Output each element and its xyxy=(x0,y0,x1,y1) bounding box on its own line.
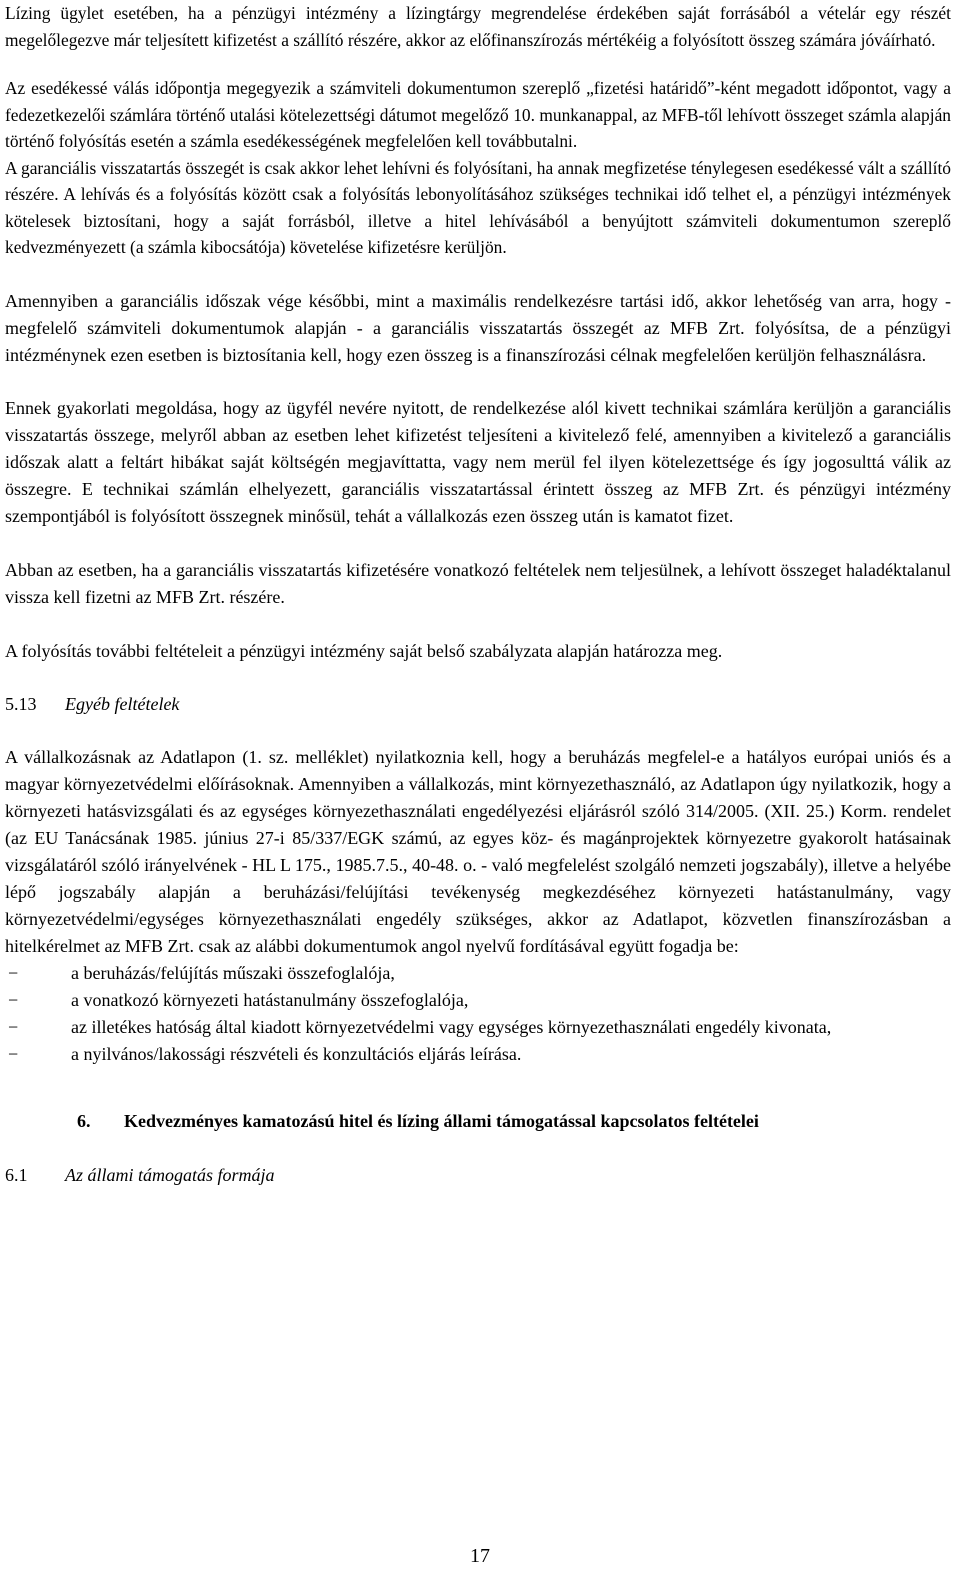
page-number: 17 xyxy=(470,1545,490,1567)
section-heading-6 xyxy=(5,1108,951,1135)
dash-bullet: − xyxy=(8,989,19,1010)
paragraph-due-date: Az esedékessé válás időpontja megegyezik a számviteli dokumentumon szereplő „fizetési határidő”-ként megadott időpontot, vagy a fedezetkezelői számlára történő utalási kötelezettségi dátumot megelőző 10. munkanappal, az MFB-től lehívott összeget számla alapján történő folyósítás esetén a számla esedékességének megfelelően kell továbbutalni. xyxy=(5,78,951,151)
subsection-title: Az állami támogatás formája xyxy=(65,1164,275,1185)
list-item: − a beruházás/felújítás műszaki összefoglalója, xyxy=(5,960,951,987)
list-item: − a nyilvános/lakossági részvételi és konzultációs eljárás leírása. xyxy=(5,1041,951,1068)
subsection-number: 6.1 xyxy=(5,1164,28,1185)
paragraph-further-conditions: A folyósítás további feltételeit a pénzügyi intézmény saját belső szabályzata alapján határozza meg. xyxy=(5,640,723,661)
subsection-number: 5.13 xyxy=(5,693,37,714)
paragraph-guarantee-retention: A garanciális visszatartás összegét is csak akkor lehet lehívni és folyósítani, ha annak megfizetése ténylegesen esedékessé vált a szállító részére. A lehívás és a folyósítás között csak a folyósítás lebonyolításához szükséges technikai idő telhet el, a pénzügyi intézmények kötelesek biztosítani, hogy a saját forrásból, illetve a hitel lehívásából a benyújtott számviteli dokumentumon szereplő kedvezményezett (a számla kibocsátója) követelése kifizetésre kerüljön. xyxy=(5,157,951,257)
dash-bullet: − xyxy=(8,1016,19,1037)
section-title: Kedvezményes kamatozású hitel és lízing állami támogatással kapcsolatos feltételei xyxy=(124,1110,759,1131)
paragraph-leasing-prefinancing: Lízing ügylet esetében, ha a pénzügyi intézmény a lízingtárgy megrendelése érdekében saját forrásából a vételár egy részét megelőlegezve már teljesített kifizetést a szállító részére, akkor az előfinanszírozás mértékéig a folyósított összeg számára jóváírható. xyxy=(5,3,951,50)
section-number: 6. xyxy=(77,1110,91,1131)
document-page xyxy=(5,0,951,1189)
paragraph-guarantee-period: Amennyiben a garanciális időszak vége későbbi, mint a maximális rendelkezésre tartási idő, akkor lehetőség van arra, hogy - megfelelő számviteli dokumentumok alapján - a garanciális visszatartás összegét az MFB Zrt. folyósítsa, de a pénzügyi intézménynek ezen esetben is biztosítania kell, hogy ezen összeg is a finanszírozási célnak megfelelően kerüljön felhasználásra. xyxy=(5,290,951,365)
list-item: − az illetékes hatóság által kiadott környezetvédelmi vagy egységes környezethasználati engedély kivonata, xyxy=(5,1014,951,1041)
subsection-title: Egyéb feltételek xyxy=(65,693,180,714)
paragraph-repayment: Abban az esetben, ha a garanciális visszatartás kifizetésére vonatkozó feltételek nem teljesülnek, a lehívott összeget haladéktalanul vissza kell fizetni az MFB Zrt. részére. xyxy=(5,559,951,607)
paragraph-technical-account: Ennek gyakorlati megoldása, hogy az ügyfél nevére nyitott, de rendelkezése alól kivett technikai számlára kerüljön a garanciális visszatartás összege, melyről abban az esetben lehet kifizetést teljesíteni a kivitelező felé, amennyiben a kivitelező a garanciális időszak alatt a feltárt hibákat saját költségén megjavíttatta, vagy nem merül fel ilyen kötelezettsége és így jogosulttá válik az összegre. E technikai számlán elhelyezett, garanciális visszatartással érintett összeg az MFB Zrt. és pénzügyi intézmény szempontjából is folyósított összegnek minősül, tehát a vállalkozás ezen összeg után is kamatot fizet. xyxy=(5,397,951,526)
paragraph-environmental: A vállalkozásnak az Adatlapon (1. sz. melléklet) nyilatkoznia kell, hogy a beruházás megfelel-e a hatályos európai uniós és a magyar környezetvédelmi előírásoknak. Amennyiben a vállalkozás, mint környezethasználó, az Adatlapon úgy nyilatkozik, hogy a környezeti hatásvizsgálati és az egységes környezethasználati engedélyezési eljárásról szóló 314/2005. (XII. 25.) Korm. rendelet (az EU Tanácsának 1985. június 27-i 85/337/EGK számú, az egyes köz- és magánprojektek környezetre gyakorolt hatásainak vizsgálatáról szóló irányelvének - HL L 175., 1985.7.5., 40-48. o. - való megfelelést szolgáló nemzeti jogszabály), illetve a helyébe lépő jogszabály alapján a beruházási/felújítási tevékenység megkezdéséhez környezeti hatástanulmány, vagy környezetvédelmi/egységes környezethasználati engedély szükséges, akkor az Adatlapot, közvetlen finanszírozásban a hitelkérelmet az MFB Zrt. csak az alábbi dokumentumok angol nyelvű fordításával együtt fogadja be: xyxy=(5,746,951,956)
dash-bullet: − xyxy=(8,962,19,983)
subsection-heading-5-13 xyxy=(5,691,951,718)
document-list xyxy=(5,960,951,1068)
subsection-heading-6-1 xyxy=(5,1162,951,1189)
list-item: − a vonatkozó környezeti hatástanulmány összefoglalója, xyxy=(5,987,951,1014)
dash-bullet: − xyxy=(8,1043,19,1064)
